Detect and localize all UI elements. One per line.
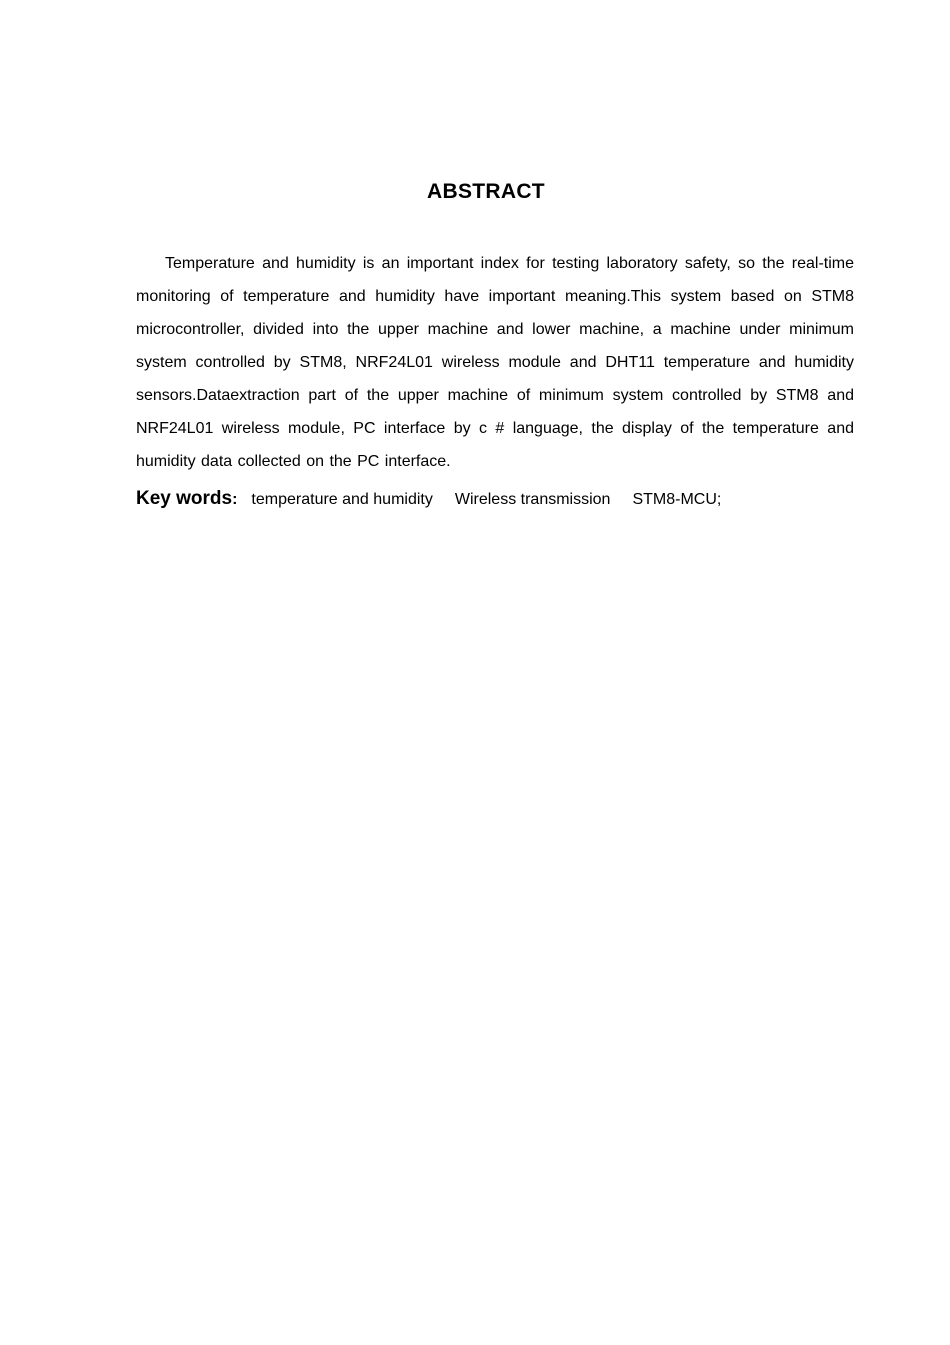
keywords-line [136, 482, 854, 516]
keyword-term: STM8-MCU; [632, 491, 722, 508]
abstract-title: ABSTRACT [427, 180, 545, 203]
keyword-term: Wireless transmission [454, 491, 611, 508]
keyword-term: temperature and humidity [251, 491, 433, 508]
keywords-separator: : [232, 491, 238, 508]
keywords-label: Key words [136, 488, 233, 509]
abstract-paragraph: Temperature and humidity is an important index for testing laboratory safety, so the real-time monitoring of temperature and humidity have important meaning.This system based on STM8 microcontroller, divided into the upper machine and lower machine, a machine under minimum system controlled by STM8, NRF24L01 wireless module and DHT11 temperature and humidity sensors.Dataextraction part of the upper machine of minimum system controlled by STM8 and NRF24L01 wireless module, PC interface by c # language, the display of the temperature and humidity data collected on the PC interface. [136, 255, 854, 470]
